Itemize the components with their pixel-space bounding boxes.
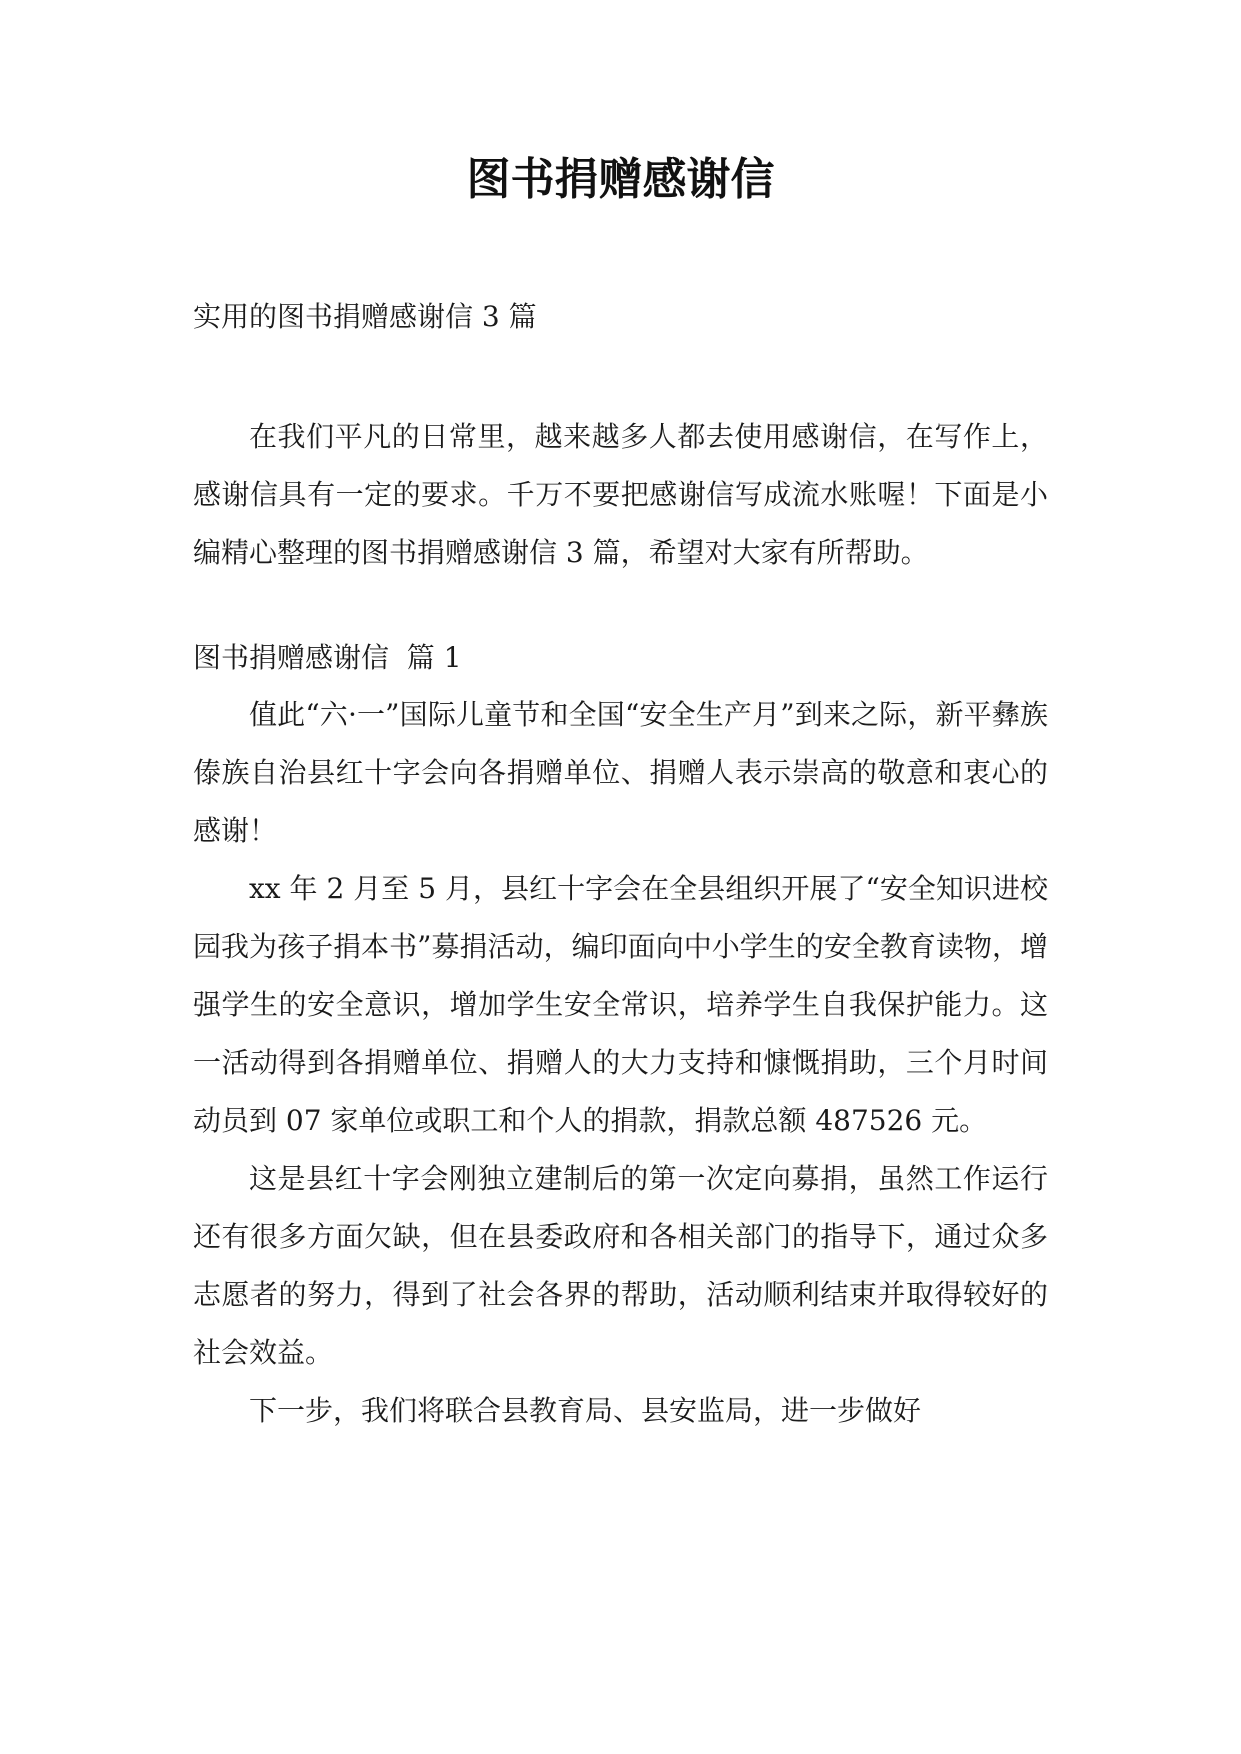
- document-title: 图书捐赠感谢信: [466, 154, 775, 205]
- body-paragraph: xx 年 2 月至 5 月，县红十字会在全县组织开展了“安全知识进校园我为孩子捐本书”募捐活动，编印面向中小学生的安全教育读物，增强学生的安全意识，增加学生安全常识，培养学生自我保护能力。这一活动得到各捐赠单位、捐赠人的大力支持和慷慨捐助，三个月时间动员到 07 家单位或职工和个人的捐款，捐款总额 487526 元。: [193, 872, 1048, 1137]
- body-paragraph: 这是县红十字会刚独立建制后的第一次定向募捐，虽然工作运行还有很多方面欠缺，但在县委政府和各相关部门的指导下，通过众多志愿者的努力，得到了社会各界的帮助，活动顺利结束并取得较好的社会效益。: [193, 1162, 1048, 1369]
- intro-paragraph: 在我们平凡的日常里，越来越多人都去使用感谢信，在写作上，感谢信具有一定的要求。千万不要把感谢信写成流水账喔！下面是小编精心整理的图书捐赠感谢信 3 篇，希望对大家有所帮助。: [193, 420, 1048, 569]
- document-body: [193, 408, 1048, 1440]
- section-heading: 图书捐赠感谢信 篇 1: [193, 641, 462, 674]
- body-paragraph: 下一步，我们将联合县教育局、县安监局，进一步做好: [249, 1394, 922, 1427]
- body-paragraph: 值此“六·一”国际儿童节和全国“安全生产月”到来之际，新平彝族傣族自治县红十字会向各捐赠单位、捐赠人表示崇高的敬意和衷心的感谢！: [193, 698, 1048, 847]
- document-subtitle: 实用的图书捐赠感谢信 3 篇: [193, 300, 537, 333]
